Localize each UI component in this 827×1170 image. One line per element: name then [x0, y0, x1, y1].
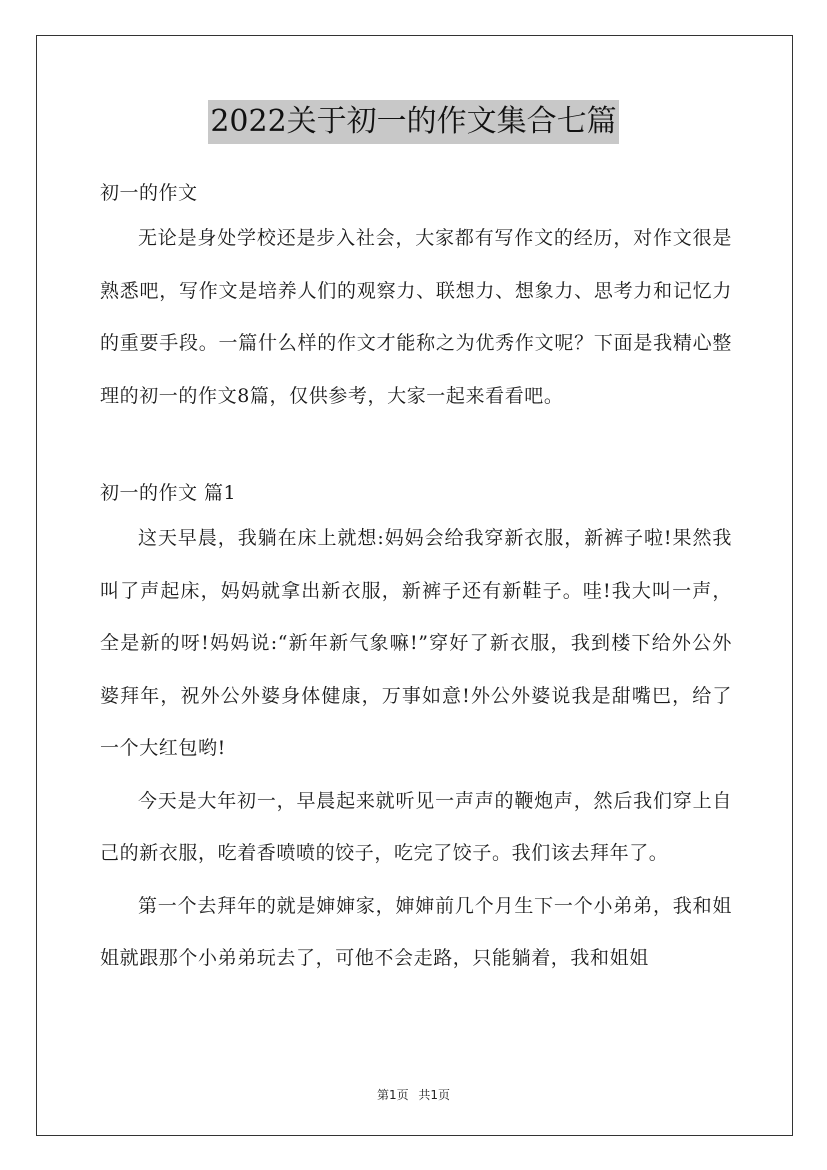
paragraph: 今天是大年初一，早晨起来就听见一声声的鞭炮声，然后我们穿上自己的新衣服，吃着香喷喷的饺子，吃完了饺子。我们该去拜年了。 — [100, 789, 732, 864]
page-total: 共1页 — [418, 1088, 451, 1102]
document-body — [100, 174, 732, 985]
section-heading: 初一的作文 篇1 — [100, 482, 237, 504]
paragraph: 无论是身处学校还是步入社会，大家都有写作文的经历，对作文很是熟悉吧，写作文是培养人们的观察力、联想力、想象力、思考力和记忆力的重要手段。一篇什么样的作文才能称之为优秀作文呢？下面是我精心整理的初一的作文8篇，仅供参考，大家一起来看看吧。 — [100, 227, 732, 407]
paragraph: 第一个去拜年的就是婶婶家，婶婶前几个月生下一个小弟弟，我和姐姐就跟那个小弟弟玩去了，可他不会走路，只能躺着，我和姐姐 — [100, 894, 732, 969]
paragraph: 这天早晨，我躺在床上就想:妈妈会给我穿新衣服，新裤子啦!果然我叫了声起床，妈妈就拿出新衣服，新裤子还有新鞋子。哇!我大叫一声，全是新的呀!妈妈说:“新年新气象嘛!”穿好了新衣服，我到楼下给外公外婆拜年，祝外公外婆身体健康，万事如意!外公外婆说我是甜嘴巴，给了一个大红包哟! — [100, 527, 732, 759]
page-number: 第1页 — [376, 1088, 409, 1102]
title-container — [0, 100, 827, 144]
page-footer — [0, 1086, 827, 1103]
section-heading: 初一的作文 — [100, 182, 198, 204]
document-title: 2022关于初一的作文集合七篇 — [208, 100, 618, 144]
